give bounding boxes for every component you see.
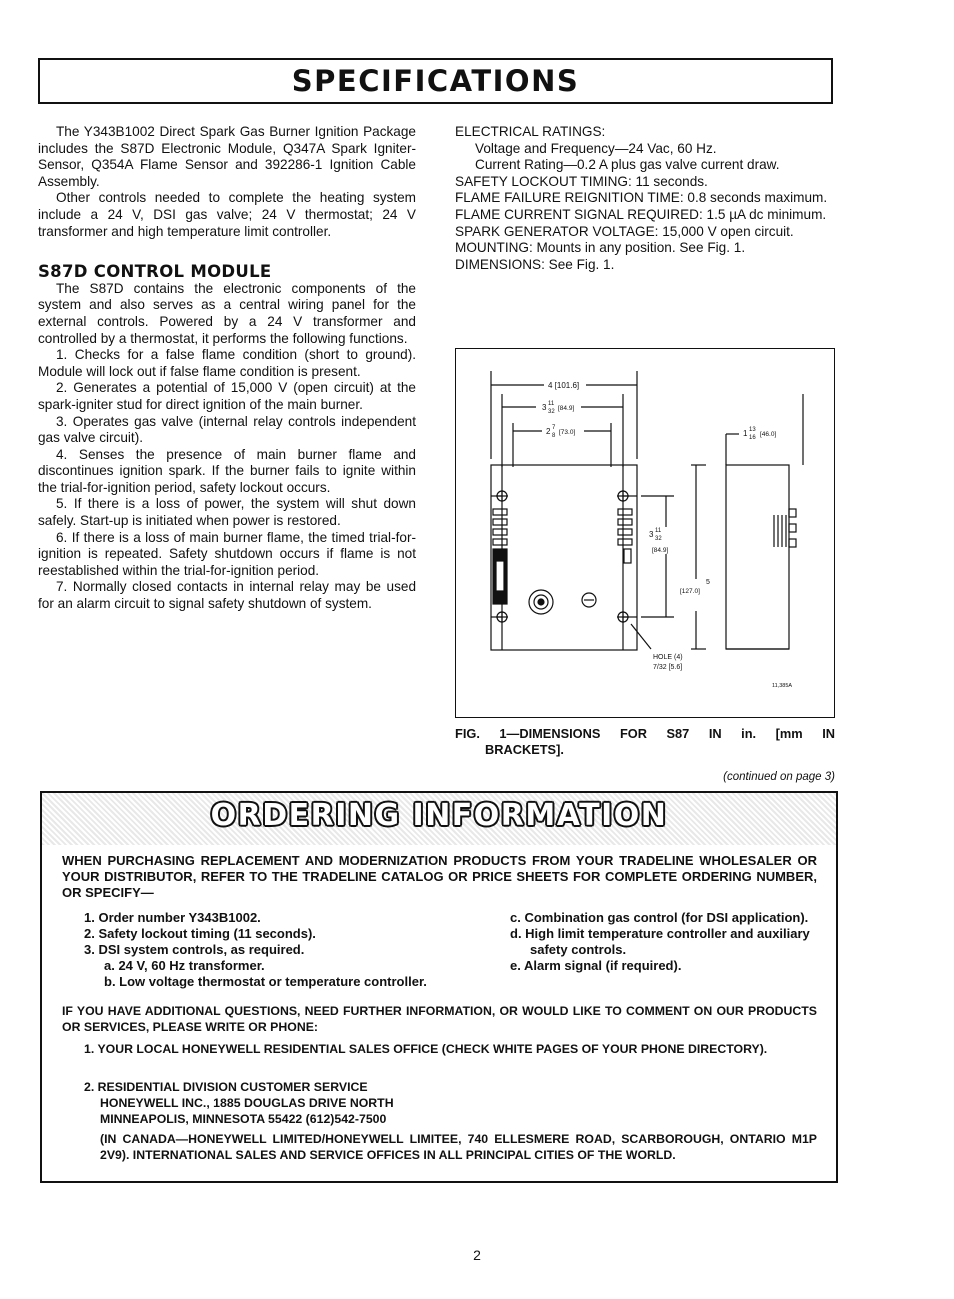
function-item: 4. Senses the presence of main burner flame and discontinues ignition spark. If the burner fails to ignite within the trial-for-ignition period, safety lockout occurs. xyxy=(38,446,416,495)
ordering-item: c. Combination gas control (for DSI application). xyxy=(510,910,809,925)
dim-height-num: 11 xyxy=(655,528,662,534)
caption-line-2: BRACKETS]. xyxy=(485,742,564,757)
ordering-subitem: a. 24 V, 60 Hz transformer. xyxy=(104,958,265,973)
dim-278-whole: 2 xyxy=(546,427,551,436)
hole-size: 7/32 [5.6] xyxy=(653,664,683,671)
ordering-information-box xyxy=(40,791,838,1183)
continued-note: (continued on page 3) xyxy=(723,771,835,783)
dim-278-mm: [73.0] xyxy=(559,429,576,436)
contact-2-line-1: 2. RESIDENTIAL DIVISION CUSTOMER SERVICE xyxy=(84,1080,368,1094)
ordering-item: d. High limit temperature controller and auxiliary safety controls. xyxy=(510,926,810,957)
contact-option-2 xyxy=(84,1079,684,1127)
dim-height-den: 32 xyxy=(655,536,662,542)
dim-height-mm: [84.9] xyxy=(652,547,669,554)
dim-top-num: 11 xyxy=(548,401,555,407)
dimensions: DIMENSIONS: See Fig. 1. xyxy=(455,256,615,272)
dim-278-den: 8 xyxy=(552,433,556,439)
contact-option-1: 1. YOUR LOCAL HONEYWELL RESIDENTIAL SALES OFFICE (CHECK WHITE PAGES OF YOUR PHONE DIRECTORY). xyxy=(84,1042,768,1056)
control-module-body: The S87D contains the electronic components of the system and also serves as a central wiring panel for the external controls. Powered by a 24 V transformer and controlled by a thermostat, it performs the following functions. xyxy=(38,280,416,346)
function-item: 2. Generates a potential of 15,000 V (open circuit) at the spark-igniter stud for direct ignition of the main burner. xyxy=(38,380,416,412)
ordering-item: 1. Order number Y343B1002. xyxy=(84,910,261,925)
voltage-rating: Voltage and Frequency—24 Vac, 60 Hz. xyxy=(475,140,717,156)
mounting: MOUNTING: Mounts in any position. See Fig. 1. xyxy=(455,240,746,256)
ordering-left-list xyxy=(84,910,504,990)
hole-label: HOLE (4) xyxy=(653,654,683,661)
flame-current: FLAME CURRENT SIGNAL REQUIRED: 1.5 µA dc minimum. xyxy=(455,206,827,222)
dim-5-label: 5 xyxy=(706,579,710,586)
control-module-heading: S87D CONTROL MODULE xyxy=(38,262,272,282)
dim-top-whole: 3 xyxy=(542,403,547,412)
dim-side-width-num: 13 xyxy=(749,427,756,433)
ordering-item: 2. Safety lockout timing (11 seconds). xyxy=(84,926,316,941)
ordering-lead: WHEN PURCHASING REPLACEMENT AND MODERNIZATION PRODUCTS FROM YOUR TRADELINE WHOLESALER OR YOUR DISTRIBUTOR, REFER TO THE TRADELINE CATALOG OR PRICE SHEETS FOR COMPLETE ORDERING NUMBER, OR SPECIFY— xyxy=(62,853,817,900)
dim-top-mm: [84.9] xyxy=(558,405,575,412)
reignition-time: FLAME FAILURE REIGNITION TIME: 0.8 seconds maximum. xyxy=(455,190,828,206)
function-item: 7. Normally closed contacts in internal relay may be used for an alarm circuit to signal safety shutdown of system. xyxy=(38,579,416,612)
lockout-timing: SAFETY LOCKOUT TIMING: 11 seconds. xyxy=(455,173,708,189)
canada-note: (IN CANADA—HONEYWELL LIMITED/HONEYWELL LIMITEE, 740 ELLESMERE ROAD, SCARBOROUGH, ONTARIO M1P 2V9). INTERNATIONAL SALES AND SERVICE OFFICES IN ALL PRINCIPAL CITIES OF THE WORLD. xyxy=(100,1132,817,1162)
specifications-title: SPECIFICATIONS xyxy=(291,64,580,98)
intro-paragraph-1: The Y343B1002 Direct Spark Gas Burner Ignition Package includes the S87D Electronic Module, Q347A Spark Igniter-Sensor, Q354A Flame Sensor and 392286-1 Ignition Cable Assembly. xyxy=(38,124,416,189)
figure-code: 11,385A xyxy=(772,683,793,689)
spark-voltage: SPARK GENERATOR VOLTAGE: 15,000 V open circuit. xyxy=(455,223,794,239)
dim-top-den: 32 xyxy=(548,409,555,415)
function-item: 6. If there is a loss of main burner flame, the timed trial-for-ignition is repeated. Safety shutdown occurs if flame is not reestablished within the trial-for-ignition period. xyxy=(38,529,416,578)
dim-5-mm: [127.0] xyxy=(680,588,700,595)
electrical-ratings-label: ELECTRICAL RATINGS: xyxy=(455,124,606,139)
function-item: 5. If there is a loss of power, the system will shut down safely. Start-up is initiated when power is restored. xyxy=(38,496,416,529)
function-item: 3. Operates gas valve (internal relay controls independent gas valve circuit). xyxy=(38,413,416,446)
contact-2-line-2: HONEYWELL INC., 1885 DOUGLAS DRIVE NORTH xyxy=(100,1096,394,1110)
function-item: 1. Checks for a false flame condition (short to ground). Module will lock out if false flame condition is present. xyxy=(38,347,416,379)
ordering-title: ORDERING INFORMATION xyxy=(210,798,668,833)
dim-side-width-whole: 1 xyxy=(743,429,748,438)
caption-line-1: FIG. 1—DIMENSIONS FOR S87 IN in. [mm IN xyxy=(455,726,835,741)
dimension-drawing xyxy=(456,349,833,716)
figure-caption xyxy=(455,726,835,758)
specifications-header-box xyxy=(38,58,833,104)
dim-side-width-mm: [46.0] xyxy=(760,431,777,438)
current-rating: Current Rating—0.2 A plus gas valve current draw. xyxy=(475,157,780,173)
ordering-subitem: b. Low voltage thermostat or temperature controller. xyxy=(104,974,427,989)
dim-4-label: 4 [101.6] xyxy=(548,381,580,390)
contact-2-line-3: MINNEAPOLIS, MINNESOTA 55422 (612)542-7500 xyxy=(100,1112,387,1126)
dim-278-num: 7 xyxy=(552,425,556,431)
dim-height-whole: 3 xyxy=(649,530,654,539)
page-number: 2 xyxy=(473,1247,481,1263)
dim-side-width-den: 16 xyxy=(749,435,756,441)
dimension-figure-box xyxy=(455,348,835,718)
intro-paragraph-2: Other controls needed to complete the heating system include a 24 V, DSI gas valve; 24 V thermostat; 24 V transformer and high temperature limit controller. xyxy=(38,190,416,239)
ordering-item: e. Alarm signal (if required). xyxy=(510,958,682,973)
ordering-item: 3. DSI system controls, as required. xyxy=(84,942,305,957)
questions-text: IF YOU HAVE ADDITIONAL QUESTIONS, NEED FURTHER INFORMATION, OR WOULD LIKE TO COMMENT ON OUR PRODUCTS OR SERVICES, PLEASE WRITE OR PHONE: xyxy=(62,1004,817,1034)
ordering-right-list xyxy=(510,910,810,974)
left-column xyxy=(38,124,416,613)
ratings-column xyxy=(455,124,833,273)
